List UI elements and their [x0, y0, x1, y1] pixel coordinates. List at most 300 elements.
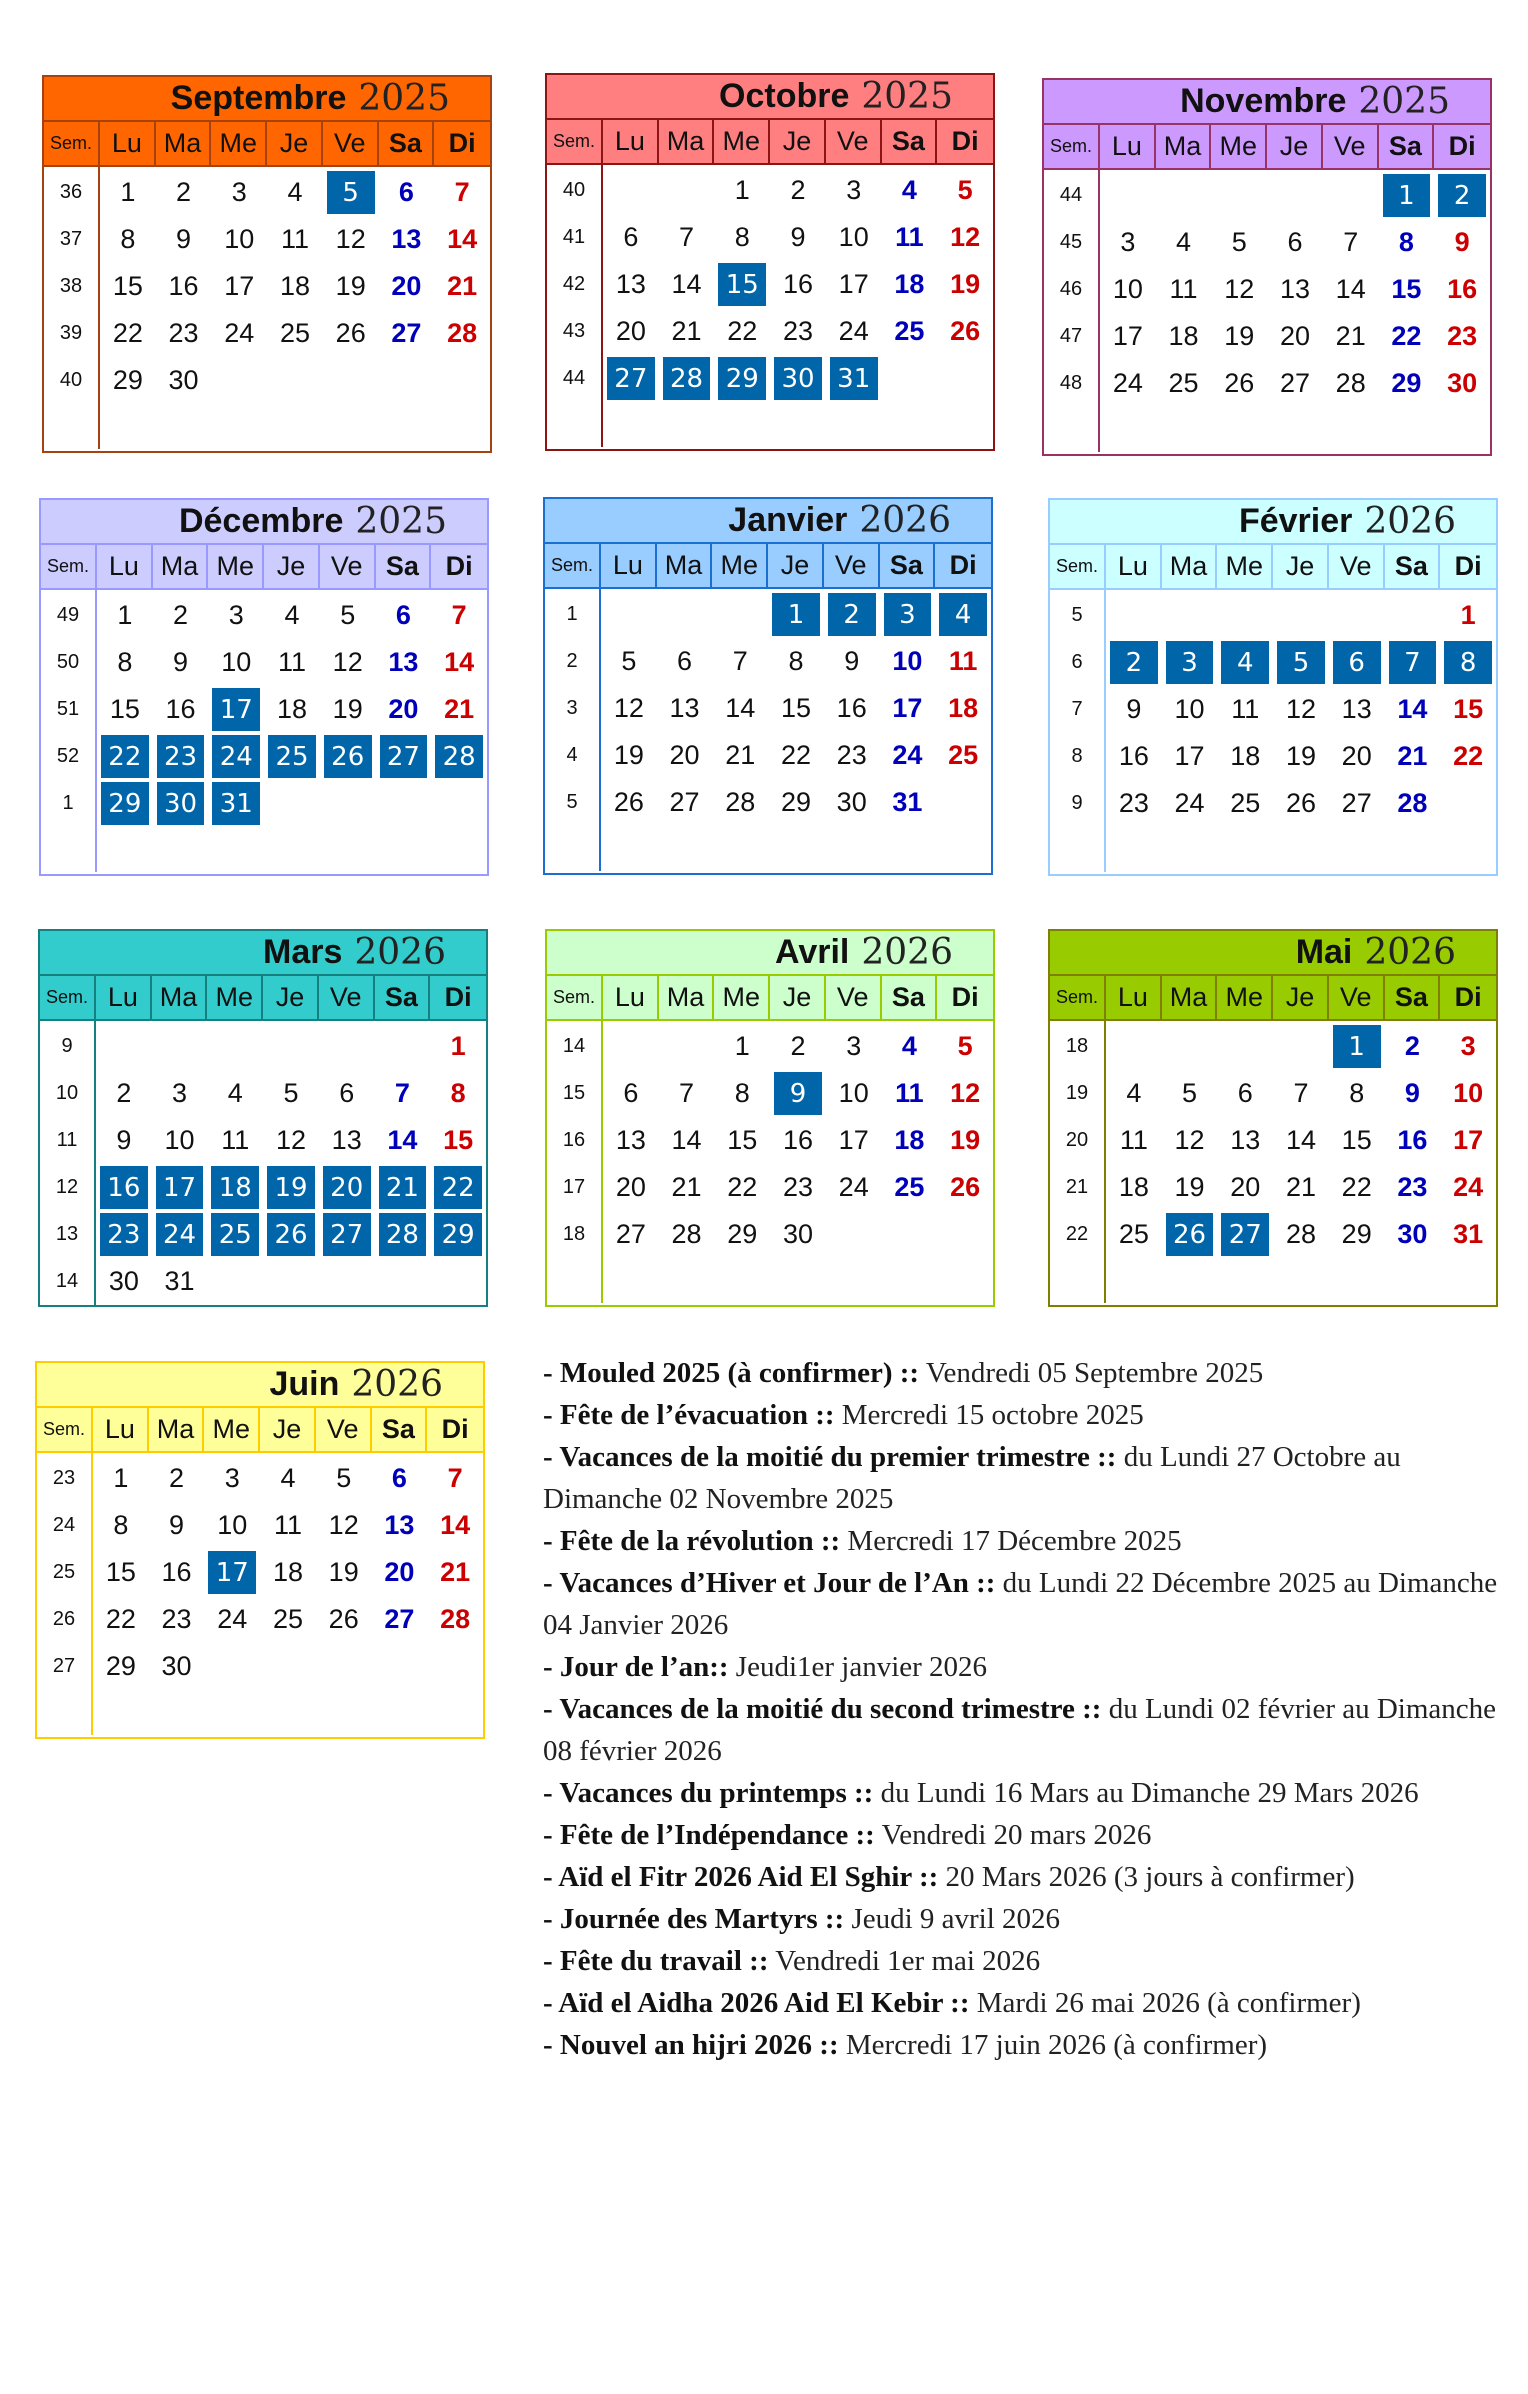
day-cell: 22	[1453, 741, 1484, 771]
holiday-name: - Vacances du printemps ::	[543, 1777, 874, 1809]
empty-cell	[323, 1025, 371, 1068]
empty-cell	[1271, 174, 1319, 217]
day-grid	[1100, 170, 1490, 452]
day-cell: 11	[895, 222, 924, 252]
empty-cell	[607, 169, 655, 212]
week-number: 2	[566, 650, 578, 672]
weekday-label: Me	[1217, 976, 1273, 1019]
day-cell: 30	[168, 365, 199, 395]
week-number: 14	[562, 1035, 586, 1057]
day-cell: 22	[1341, 1172, 1372, 1202]
day-cell: 22	[727, 316, 758, 346]
weekday-label: Ve	[1329, 545, 1385, 588]
day-cell: 28	[1397, 788, 1428, 818]
holiday-name: - Fête de la révolution ::	[543, 1525, 841, 1557]
holiday-date: Mercredi 17 juin 2026 (à confirmer)	[838, 2029, 1268, 2061]
weekday-label: Di	[1454, 551, 1482, 581]
day-cell: 27	[1341, 788, 1372, 818]
holiday-date: Mercredi 15 octobre 2025	[834, 1399, 1144, 1431]
weekday-label: Di	[441, 1414, 469, 1444]
holiday-item	[543, 1352, 1513, 1394]
day-cell: 17	[1453, 1125, 1484, 1155]
holiday-item	[543, 1898, 1513, 1940]
day-cell: 7	[679, 222, 695, 252]
day-cell: 6	[623, 222, 639, 252]
weekday-label: Sa	[376, 545, 432, 588]
holiday-date: Jeudi1er janvier 2026	[728, 1651, 988, 1683]
weekday-label: Lu	[603, 120, 659, 163]
weekday-header	[547, 120, 993, 165]
weekday-label: Lu	[1106, 545, 1162, 588]
day-cell: 8	[1398, 227, 1414, 257]
day-cell: 1	[734, 175, 750, 205]
weekday-label: Lu	[93, 1408, 149, 1451]
day-cell: 14	[725, 693, 756, 723]
weekday-label: Je	[768, 544, 824, 587]
day-cell-holiday: 2	[1438, 174, 1486, 217]
day-cell: 18	[1168, 321, 1199, 351]
day-cell: 27	[391, 318, 422, 348]
day-cell: 12	[1174, 1125, 1205, 1155]
day-cell: 21	[444, 694, 475, 724]
day-cell: 4	[901, 1031, 917, 1061]
day-cell-holiday: 9	[774, 1072, 822, 1115]
week-number-header: Sem.	[1050, 545, 1106, 588]
day-cell: 14	[447, 224, 478, 254]
day-grid	[100, 167, 490, 449]
month-title	[547, 931, 993, 976]
day-cell: 24	[892, 740, 923, 770]
day-cell-holiday: 5	[327, 171, 375, 214]
day-cell-holiday: 7	[1389, 641, 1437, 684]
holiday-name: - Fête du travail ::	[543, 1945, 769, 1977]
month-calendar-9	[35, 1361, 485, 1739]
week-number: 40	[562, 179, 586, 201]
week-number: 10	[55, 1082, 79, 1104]
week-number: 52	[56, 745, 80, 767]
week-number: 25	[52, 1561, 76, 1583]
week-number: 6	[1071, 651, 1083, 673]
weekday-label: Ma	[1156, 125, 1212, 168]
day-cell-holiday: 25	[268, 735, 316, 778]
weekday-label: Sa	[379, 122, 435, 165]
week-number: 15	[562, 1082, 586, 1104]
day-cell: 13	[1341, 694, 1372, 724]
holiday-item	[543, 1562, 1513, 1646]
day-cell: 21	[1285, 1172, 1317, 1202]
month-title	[1050, 500, 1496, 545]
day-cell-holiday: 31	[212, 782, 260, 825]
day-cell: 21	[725, 740, 756, 770]
holiday-item	[543, 2024, 1513, 2066]
day-cell: 17	[1112, 321, 1143, 351]
day-cell: 15	[112, 271, 143, 301]
day-cell-holiday: 29	[434, 1213, 482, 1256]
weekday-label: Ma	[156, 122, 212, 165]
week-number: 14	[55, 1270, 79, 1292]
month-calendar-4	[543, 497, 993, 875]
day-cell: 1	[734, 1031, 750, 1061]
holiday-name: - Aïd el Fitr 2026 Aid El Sghir ::	[543, 1861, 939, 1893]
month-year: 2026	[859, 500, 951, 541]
day-cell: 18	[948, 693, 979, 723]
day-cell: 3	[1120, 227, 1136, 257]
day-cell: 6	[677, 646, 693, 676]
day-cell: 15	[727, 1125, 758, 1155]
week-numbers	[1050, 590, 1106, 872]
weekday-label: Ve	[826, 120, 882, 163]
day-cell: 26	[950, 1172, 981, 1202]
day-cell: 5	[621, 646, 637, 676]
day-cell: 21	[1335, 321, 1366, 351]
day-cell: 7	[394, 1078, 410, 1108]
weekday-label: Ve	[1323, 125, 1379, 168]
holiday-item	[543, 1982, 1513, 2024]
day-cell: 26	[613, 787, 644, 817]
day-cell: 10	[164, 1125, 195, 1155]
day-cell: 1	[117, 600, 133, 630]
day-cell: 6	[391, 1463, 407, 1493]
day-cell: 19	[1174, 1172, 1205, 1202]
day-cell: 23	[836, 740, 867, 770]
day-cell: 7	[454, 177, 470, 207]
day-cell: 17	[838, 269, 869, 299]
holiday-item	[543, 1940, 1513, 1982]
week-number: 44	[562, 367, 586, 389]
empty-cell	[1327, 174, 1375, 217]
empty-cell	[1215, 174, 1263, 217]
holiday-name: - Fête de l’évacuation ::	[543, 1399, 835, 1431]
day-cell-holiday: 3	[1166, 641, 1214, 684]
empty-cell	[1277, 594, 1325, 637]
weekday-label: Je	[1273, 545, 1329, 588]
weekday-label: Lu	[100, 122, 156, 165]
weekday-label: Sa	[882, 120, 938, 163]
day-cell: 7	[447, 1463, 463, 1493]
day-cell: 4	[901, 175, 917, 205]
week-number: 51	[56, 698, 80, 720]
day-cell: 10	[221, 647, 252, 677]
holiday-date: Vendredi 1er mai 2026	[768, 1945, 1041, 1977]
empty-cell	[156, 1025, 204, 1068]
holiday-item	[543, 1646, 1513, 1688]
week-number: 44	[1059, 184, 1083, 206]
weekday-header	[1050, 976, 1496, 1021]
day-cell-holiday: 31	[830, 357, 878, 400]
day-cell: 29	[1341, 1219, 1372, 1249]
day-cell: 30	[108, 1266, 139, 1296]
day-cell: 27	[669, 787, 700, 817]
day-cell: 29	[780, 787, 812, 817]
empty-cell	[1221, 594, 1269, 637]
day-cell: 20	[1341, 741, 1372, 771]
day-cell: 14	[444, 647, 475, 677]
day-cell: 2	[173, 600, 189, 630]
weekday-label: Ve	[319, 976, 375, 1019]
weekday-label: Je	[770, 120, 826, 163]
week-number: 49	[56, 604, 80, 626]
day-cell: 21	[1397, 741, 1428, 771]
week-number-header: Sem.	[547, 120, 603, 163]
empty-cell	[607, 1025, 655, 1068]
day-cell-holiday: 26	[267, 1213, 315, 1256]
holiday-item	[543, 1856, 1513, 1898]
weekday-header	[41, 545, 487, 590]
day-cell: 13	[615, 269, 646, 299]
day-cell: 6	[339, 1078, 355, 1108]
weekday-label: Ma	[1162, 545, 1218, 588]
holiday-item	[543, 1520, 1513, 1562]
day-cell: 21	[440, 1557, 471, 1587]
day-cell: 16	[836, 693, 867, 723]
weekday-label: Ve	[320, 545, 376, 588]
holiday-date: du Lundi 22 Décembre 2025 au Dimanche 04 Janvier 2026	[543, 1567, 1498, 1641]
day-cell: 15	[443, 1125, 474, 1155]
month-title	[1050, 931, 1496, 976]
empty-cell	[1389, 594, 1437, 637]
month-name: Septembre	[170, 79, 347, 117]
day-cell: 23	[161, 1604, 192, 1634]
weekday-label: Ma	[657, 544, 713, 587]
day-cell: 17	[1174, 741, 1205, 771]
day-cell-holiday: 17	[156, 1166, 204, 1209]
week-number: 3	[566, 697, 578, 719]
week-number: 38	[59, 275, 83, 297]
day-cell: 16	[161, 1557, 192, 1587]
day-cell-holiday: 27	[1221, 1213, 1269, 1256]
day-cell-holiday: 16	[100, 1166, 148, 1209]
day-cell: 14	[1335, 274, 1366, 304]
weekday-label: Me	[1211, 125, 1267, 168]
month-title	[547, 75, 993, 120]
empty-cell	[1160, 174, 1208, 217]
week-number: 41	[562, 226, 586, 248]
day-cell-holiday: 15	[718, 263, 766, 306]
day-cell: 20	[1230, 1172, 1261, 1202]
empty-cell	[1166, 594, 1214, 637]
weekday-label: Ma	[659, 120, 715, 163]
weekday-label: Di	[1454, 982, 1482, 1012]
day-cell: 10	[838, 1078, 869, 1108]
month-calendar-1	[545, 73, 995, 451]
day-cell: 16	[1447, 274, 1478, 304]
holiday-item	[543, 1772, 1513, 1814]
day-cell: 1	[450, 1031, 466, 1061]
day-cell: 19	[950, 269, 981, 299]
week-number: 43	[562, 320, 586, 342]
day-cell: 24	[217, 1604, 248, 1634]
empty-cell	[211, 1025, 259, 1068]
weekday-label: Di	[448, 128, 476, 158]
week-number: 18	[562, 1223, 586, 1245]
day-cell: 2	[790, 1031, 806, 1061]
month-year: 2025	[1358, 81, 1450, 122]
day-cell: 27	[1279, 368, 1311, 398]
day-cell: 28	[447, 318, 478, 348]
day-cell-holiday: 1	[1383, 174, 1431, 217]
day-cell: 8	[734, 1078, 750, 1108]
day-cell: 22	[780, 740, 812, 770]
month-title	[41, 500, 487, 545]
day-grid	[1106, 590, 1496, 872]
day-cell: 7	[732, 646, 748, 676]
day-cell: 31	[164, 1266, 195, 1296]
day-grid	[93, 1453, 483, 1735]
weekday-label: Lu	[96, 976, 152, 1019]
day-cell: 6	[398, 177, 414, 207]
week-number: 13	[55, 1223, 79, 1245]
day-cell: 26	[328, 1604, 359, 1634]
day-cell: 30	[782, 1219, 814, 1249]
day-cell-holiday: 28	[663, 357, 711, 400]
weekday-header	[1044, 125, 1490, 170]
weekday-label: Di	[1448, 131, 1476, 161]
month-name: Octobre	[719, 77, 850, 115]
day-cell: 29	[1391, 368, 1422, 398]
weekday-header	[37, 1408, 483, 1453]
day-cell: 9	[173, 647, 189, 677]
holiday-date: Jeudi 9 avril 2026	[844, 1903, 1061, 1935]
day-cell: 13	[669, 693, 700, 723]
weekday-label: Ma	[153, 545, 209, 588]
empty-cell	[1166, 1025, 1214, 1068]
day-cell-holiday: 1	[1333, 1025, 1381, 1068]
day-cell: 6	[623, 1078, 639, 1108]
day-cell: 26	[1224, 368, 1255, 398]
day-cell-holiday: 23	[100, 1213, 148, 1256]
weekday-label: Sa	[880, 544, 936, 587]
day-cell: 2	[790, 175, 806, 205]
holiday-name: - Vacances de la moitié du second trimestre ::	[543, 1693, 1102, 1725]
week-number-header: Sem.	[41, 545, 97, 588]
week-number: 21	[1065, 1176, 1089, 1198]
weekday-label: Je	[1273, 976, 1329, 1019]
month-name: Mai	[1295, 933, 1353, 971]
day-cell: 18	[894, 269, 925, 299]
day-cell: 17	[892, 693, 923, 723]
day-cell: 30	[1397, 1219, 1428, 1249]
weekday-label: Me	[208, 545, 264, 588]
month-year: 2026	[351, 1364, 443, 1405]
month-year: 2025	[861, 76, 953, 117]
empty-cell	[1104, 174, 1152, 217]
month-year: 2026	[354, 932, 446, 973]
weekday-label: Ve	[1329, 976, 1385, 1019]
weekday-label: Je	[263, 976, 319, 1019]
day-cell: 20	[615, 316, 646, 346]
day-cell: 22	[112, 318, 143, 348]
empty-cell	[379, 1025, 427, 1068]
month-title	[40, 931, 486, 976]
day-grid	[1106, 1021, 1496, 1303]
day-cell-holiday: 8	[1444, 641, 1492, 684]
day-cell-holiday: 30	[157, 782, 205, 825]
holiday-date: Mardi 26 mai 2026 (à confirmer)	[969, 1987, 1361, 2019]
day-cell: 9	[844, 646, 860, 676]
week-number: 5	[566, 791, 578, 813]
day-grid	[603, 1021, 993, 1303]
month-title	[1044, 80, 1490, 125]
week-number-header: Sem.	[1050, 976, 1106, 1019]
week-number: 48	[1059, 372, 1083, 394]
empty-cell	[1110, 594, 1158, 637]
week-number: 36	[59, 181, 83, 203]
day-cell: 11	[1119, 1125, 1148, 1155]
day-cell: 30	[836, 787, 867, 817]
day-cell: 9	[790, 222, 806, 252]
day-cell: 14	[387, 1125, 418, 1155]
day-cell-holiday: 17	[208, 1551, 256, 1594]
day-cell: 18	[279, 271, 311, 301]
week-number-header: Sem.	[547, 976, 603, 1019]
week-numbers	[41, 590, 97, 872]
day-cell-holiday: 17	[212, 688, 260, 731]
day-cell: 25	[1118, 1219, 1149, 1249]
holiday-name: - Journée des Martyrs ::	[543, 1903, 845, 1935]
empty-cell	[1333, 594, 1381, 637]
month-calendar-8	[1048, 929, 1498, 1307]
month-name: Mars	[263, 933, 343, 971]
day-cell: 27	[615, 1219, 646, 1249]
day-cell: 13	[391, 224, 422, 254]
week-number: 18	[1065, 1035, 1089, 1057]
month-title	[44, 77, 490, 122]
day-cell: 12	[950, 222, 981, 252]
day-cell: 4	[287, 177, 303, 207]
weekday-label: Lu	[1100, 125, 1156, 168]
day-grid	[97, 590, 487, 872]
week-number-header: Sem.	[44, 122, 100, 165]
holiday-date: Mercredi 17 Décembre 2025	[840, 1525, 1182, 1557]
day-cell: 11	[221, 1125, 250, 1155]
day-cell: 9	[176, 224, 192, 254]
day-cell: 20	[669, 740, 700, 770]
week-number: 42	[562, 273, 586, 295]
weekday-label: Je	[264, 545, 320, 588]
day-cell: 18	[276, 694, 308, 724]
weekday-label: Je	[770, 976, 826, 1019]
month-title	[37, 1363, 483, 1408]
day-cell-holiday: 28	[435, 735, 483, 778]
weekday-label: Ma	[1162, 976, 1218, 1019]
week-number: 16	[562, 1129, 586, 1151]
month-name: Juin	[269, 1365, 340, 1403]
weekday-label: Lu	[97, 545, 153, 588]
day-cell: 28	[1335, 368, 1366, 398]
day-cell: 12	[328, 1510, 359, 1540]
day-cell: 25	[948, 740, 979, 770]
empty-cell	[100, 1025, 148, 1068]
day-cell: 14	[440, 1510, 471, 1540]
day-cell: 25	[1230, 788, 1261, 818]
day-grid	[96, 1021, 486, 1305]
day-cell: 10	[217, 1510, 248, 1540]
holiday-date: du Lundi 16 Mars au Dimanche 29 Mars 2026	[873, 1777, 1419, 1809]
day-cell-holiday: 23	[157, 735, 205, 778]
day-cell: 16	[782, 269, 814, 299]
day-cell: 24	[838, 316, 869, 346]
holiday-date: du Lundi 02 février au Dimanche 08 février 2026	[543, 1693, 1497, 1767]
day-cell: 22	[727, 1172, 758, 1202]
day-cell: 24	[224, 318, 255, 348]
day-cell: 10	[892, 646, 923, 676]
day-cell: 22	[1391, 321, 1422, 351]
empty-cell	[1221, 1025, 1269, 1068]
day-cell: 8	[120, 224, 136, 254]
day-cell: 21	[447, 271, 478, 301]
month-calendar-7	[545, 929, 995, 1307]
day-cell: 4	[1126, 1078, 1142, 1108]
